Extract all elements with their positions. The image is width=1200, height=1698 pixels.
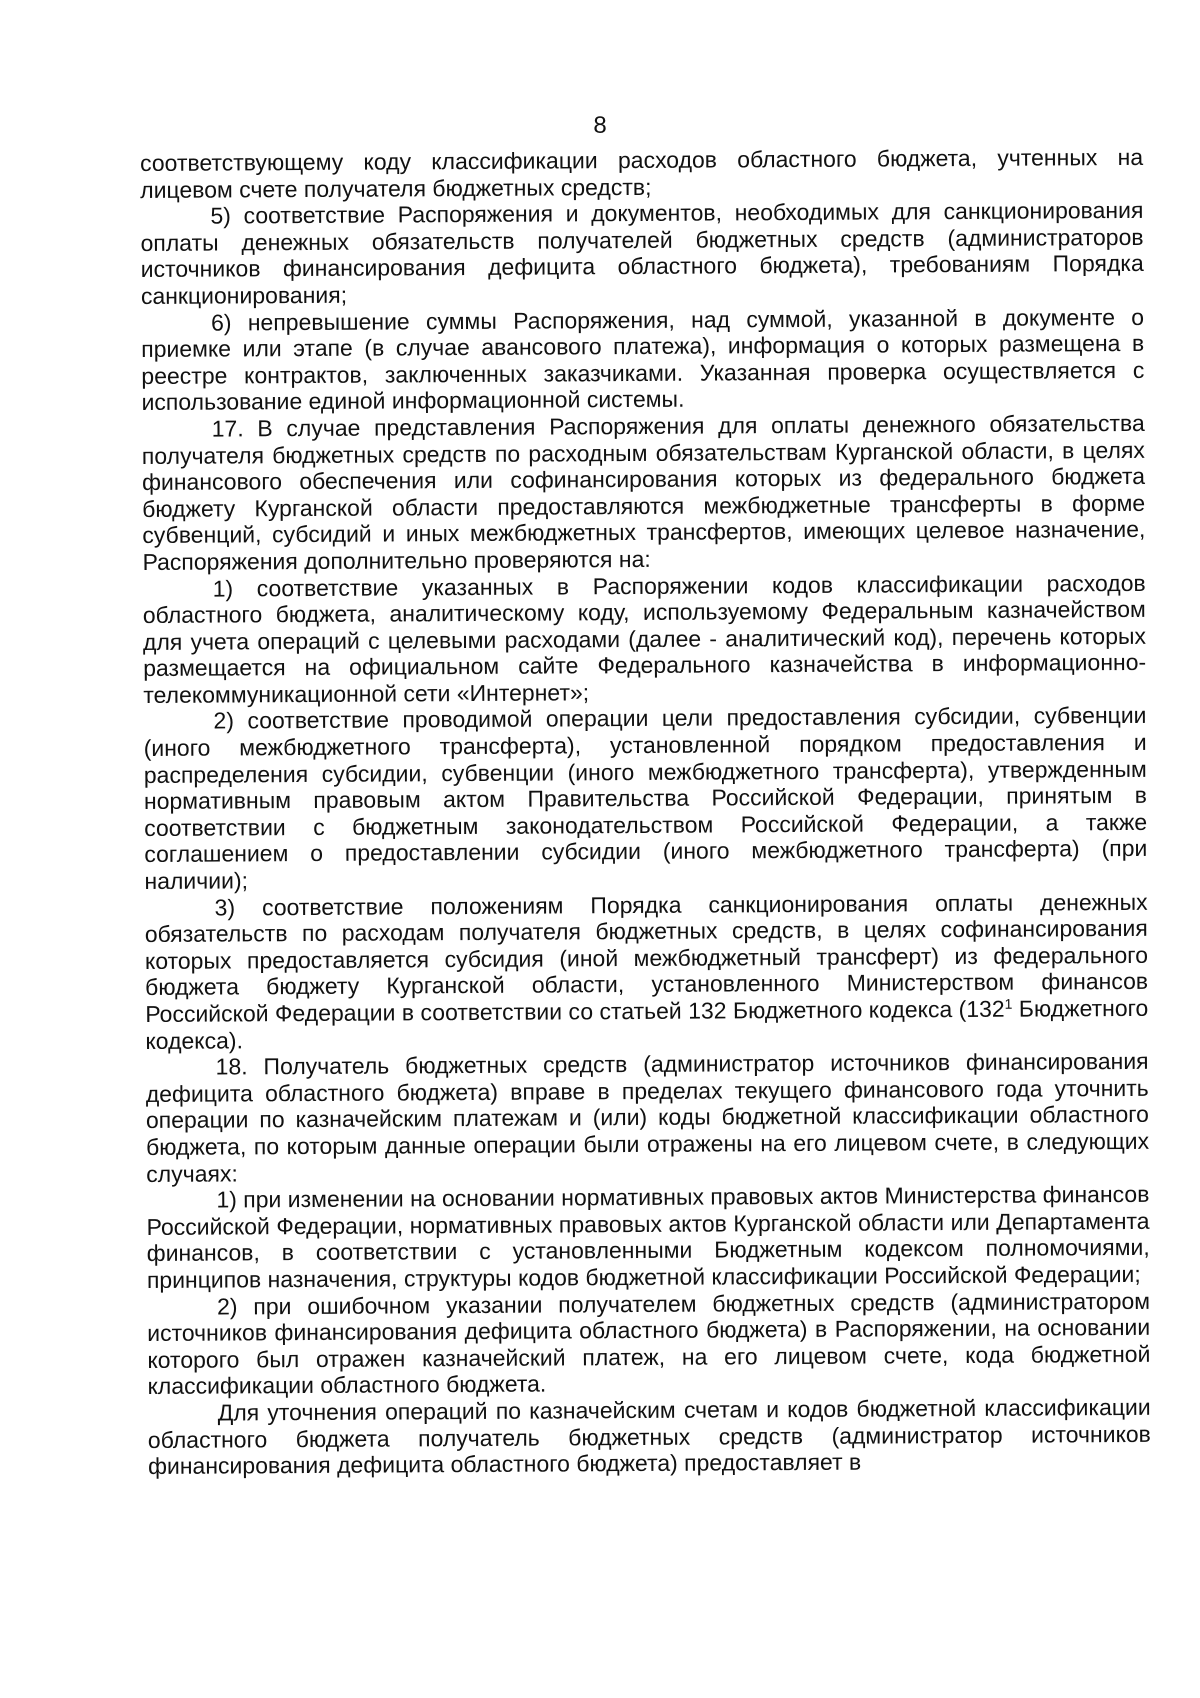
paragraph-text: 3) соответствие положениям Порядка санкционирования оплаты денежных обязательств по расходам получателя бюджетных средств, в целях софинансирования которых предоставляется субсидия (иной межбюджетный трансферт) из федерального бюджета бюджету Курганской области, установленного Министерством финансов Российской Федерации в соответствии со статьей 132 Бюджетного кодекса (132 [144,888,1149,1027]
paragraph-text: 5) соответствие Распоряжения и документов, необходимых для санкционирования оплаты денежных обязательств получателей бюджетных средств (администраторов источников финансирования дефицита областного бюджета), требованиям Порядка санкционирования; [140,197,1144,309]
paragraph-text: 2) при ошибочном указании получателем бюджетных средств (администратором источников финансирования дефицита областного бюджета) в Распоряжении, на основании которого был отражен казначейский платеж, на его лицевом счете, кода бюджетной классификации областного бюджета. [147,1287,1151,1400]
paragraph-17-item-2 [143,702,1147,894]
paragraph-18-item-2 [147,1287,1151,1400]
page-number: 8 [593,112,607,139]
paragraph-item-6 [141,303,1145,415]
paragraph-section-17 [142,410,1146,576]
paragraph-17-item-1 [143,569,1147,708]
superscript: 1 [1004,995,1013,1012]
paragraph-section-18 [146,1048,1150,1187]
paragraph-text: 1) при изменении на основании нормативных правовых актов Министерства финансов Российской Федерации, нормативных правовых актов Курганской области или Департамента финансов, в соответствии с установленными Бюджетным кодексом полномочиями, принципов назначения, структуры кодов бюджетной классификации Российской Федерации; [146,1181,1150,1293]
paragraph-text: 17. В случае представления Распоряжения для оплаты денежного обязательства получателя бюджетных средств по расходным обязательствам Курганской области, в целях финансового обеспечения или софинансирования которых из федерального бюджета бюджету Курганской области предоставляются межбюджетные трансферты в форме субвенций, субсидий и иных межбюджетных трансфертов, имеющих целевое назначение, Распоряжения дополнительно проверяются на: [141,409,1146,575]
paragraph-text: соответствующему коду классификации расходов областного бюджета, учтенных на лицевом счете получателя бюджетных средств; [140,143,1144,203]
document-body [140,144,1151,1480]
paragraph-text-after: Бюджетного кодекса). [145,994,1149,1054]
paragraph-text: 2) соответствие проводимой операции цели предоставления субсидии, субвенции (иного межбюджетного трансферта), установленной порядком предоставления и распределения субсидии, субвенции (иного межбюджетного трансферта), утвержденным нормативным правовым актом Правительства Российской Федерации, принятым в соответствии с бюджетным законодательством Российской Федерации, а также соглашением о предоставлении субсидии (иного межбюджетного трансферта) (при наличии); [143,702,1148,895]
paragraph-17-item-3 [145,888,1149,1054]
paragraph-item-5 [140,197,1144,309]
paragraph-text: 1) соответствие указанных в Распоряжении кодов классификации расходов областного бюджета, аналитическому коду, используемому Федеральным казначейством для учета операций с целевыми расходами (далее - аналитический код), перечень которых размещается на официальном сайте Федерального казначейства в информационно-телекоммуникационной сети «Интернет»; [142,569,1147,708]
paragraph-text: 18. Получатель бюджетных средств (администратор источников финансирования дефицита областного бюджета) вправе в пределах текущего финансового года уточнить операции по казначейским платежам и (или) коды бюджетной классификации областного бюджета, по которым данные операции были отражены на его лицевом счете, в следующих случаях: [145,1048,1150,1187]
paragraph-text: Для уточнения операций по казначейским счетам и кодов бюджетной классификации областного бюджета получатель бюджетных средств (администратор источников финансирования дефицита областного бюджета) предоставляет в [147,1393,1151,1480]
paragraph-continuation [140,144,1143,203]
paragraph-clarification [148,1394,1151,1480]
paragraph-text: 6) непревышение суммы Распоряжения, над суммой, указанной в документе о приемке или этапе (в случае авансового платежа), информация о которых размещена в реестре контрактов, заключенных заказчиками. Указанная проверка осуществляется с использование единой информационной системы. [141,303,1145,416]
paragraph-18-item-1 [146,1181,1150,1293]
